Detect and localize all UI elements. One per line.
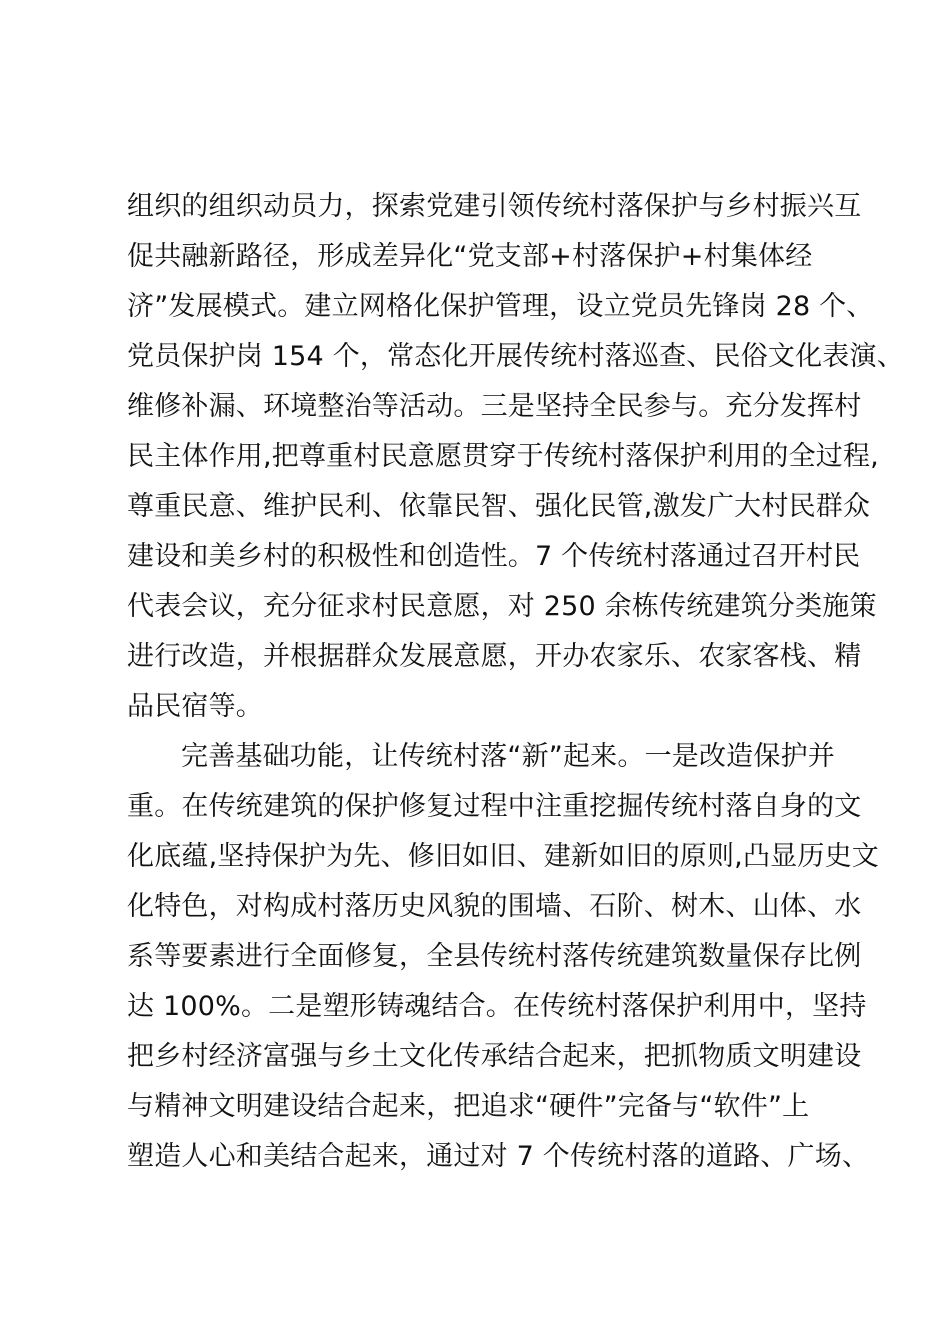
text-line: 系等要素进行全面修复，全县传统村落传统建筑数量保存比例 (127, 941, 862, 972)
text-line: 与精神文明建设结合起来，把追求“硬件”完备与“软件”上 (127, 1091, 810, 1122)
text-line: 品民宿等。 (127, 691, 263, 722)
text-line: 民主体作用,把尊重村民意愿贯穿于传统村落保护利用的全过程, (127, 441, 879, 472)
text-line: 塑造人心和美结合起来，通过对 7 个传统村落的道路、广场、 (127, 1141, 870, 1172)
text-line: 组织的组织动员力，探索党建引领传统村落保护与乡村振兴互 (127, 191, 862, 222)
text-line: 建设和美乡村的积极性和创造性。7 个传统村落通过召开村民 (127, 541, 861, 572)
text-line: 进行改造，并根据群众发展意愿，开办农家乐、农家客栈、精 (127, 641, 862, 672)
body-text (127, 182, 904, 1182)
text-line: 维修补漏、环境整治等活动。三是坚持全民参与。充分发挥村 (127, 391, 862, 422)
paragraph-start-line: 完善基础功能，让传统村落“新”起来。一是改造保护并 (181, 741, 835, 772)
text-line: 把乡村经济富强与乡土文化传承结合起来，把抓物质文明建设 (127, 1041, 862, 1072)
text-line: 济”发展模式。建立网格化保护管理，设立党员先锋岗 28 个、 (127, 291, 874, 322)
text-line: 化特色，对构成村落历史风貌的围墙、石阶、树木、山体、水 (127, 891, 862, 922)
text-line: 尊重民意、维护民利、依靠民智、强化民管,激发广大村民群众 (127, 491, 871, 522)
text-line: 党员保护岗 154 个，常态化开展传统村落巡查、民俗文化表演、 (127, 341, 904, 372)
text-line: 促共融新路径，形成差异化“党支部+村落保护+村集体经 (127, 241, 813, 272)
text-line: 化底蕴,坚持保护为先、修旧如旧、建新如旧的原则,凸显历史文 (127, 841, 879, 872)
text-line: 达 100%。二是塑形铸魂结合。在传统村落保护利用中，坚持 (127, 991, 867, 1022)
text-line: 代表会议，充分征求村民意愿，对 250 余栋传统建筑分类施策 (127, 591, 877, 622)
text-line: 重。在传统建筑的保护修复过程中注重挖掘传统村落自身的文 (127, 791, 862, 822)
